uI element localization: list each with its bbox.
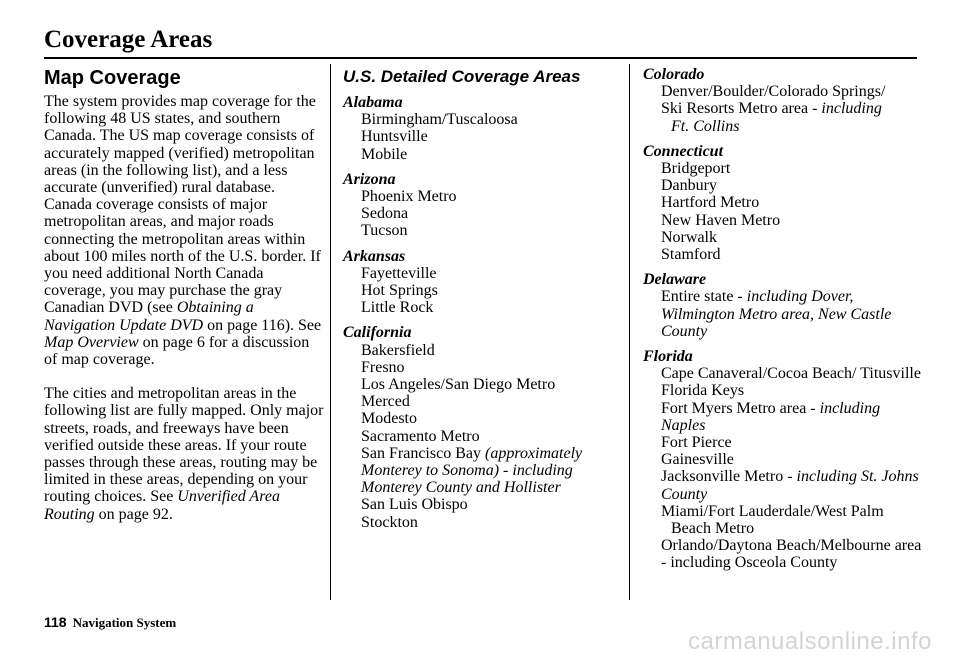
city-note-line [643,118,923,135]
link-text-map-overview: Map Overview [44,333,139,351]
city-item: Fayetteville [361,264,437,282]
text: on page 6 for a discussion of map coverage. [44,333,310,369]
city-item: Fort Pierce [661,434,732,452]
text: San Francisco Bay [361,444,485,462]
paragraph-coverage-intro [44,93,324,368]
city-note: including St. Johns County [661,468,919,503]
city-item: Hot Springs [361,282,438,300]
column-map-coverage [44,66,324,523]
city-item: Phoenix Metro [361,188,457,206]
column-divider-2 [629,64,630,600]
city-item: Modesto [361,410,417,428]
link-text-unverified-routing: Unverified Area Routing [44,488,280,523]
city-item: Birmingham/Tuscaloosa [361,111,518,129]
state-heading-arkansas: Arkansas [343,247,406,265]
city-item: Danbury [661,177,717,195]
city-item: San Luis Obispo [361,496,468,514]
city-note: including [821,100,882,118]
city-item: Hartford Metro [661,194,760,212]
city-item [643,400,923,434]
link-text-obtaining-update: Obtaining a Navigation Update DVD [44,299,254,334]
city-item: Bridgeport [661,160,731,178]
city-item: Miami/Fort Lauderdale/West Palm [661,502,884,520]
text: The system provides map coverage for the following 48 US states, and southern Canada. The US map coverage consists of accurately mapped (verified) metropolitan areas (in the following list), and a less accurate (unverified) rural database. Canada coverage consists of major metropolitan areas, and major roads connecting the metropolitan areas within about 100 miles north of the U.S. border. If you need additional North Canada coverage, you may purchase the gray Canadian DVD (see [44,93,321,317]
state-heading-colorado: Colorado [643,66,705,83]
state-heading-connecticut: Connecticut [643,142,724,160]
city-item: Sedona [361,205,409,223]
text: Ski Resorts Metro area - [661,100,822,118]
state-heading-delaware: Delaware [643,271,707,289]
footer-label: Navigation System [72,615,177,630]
city-item [643,288,923,340]
state-heading-alabama: Alabama [343,94,403,111]
text: The cities and metropolitan areas in the following list are fully mapped. Only major streets, roads, and freeways have been verified outside these areas. If your route passes through these areas, routing may be limited in these areas, depending on your routing choices. See [44,385,324,506]
city-item: Fresno [361,358,405,376]
city-item: Stockton [361,513,418,531]
city-item: Sacramento Metro [361,427,480,445]
city-note: including Naples [661,399,881,434]
city-item: Denver/Boulder/Colorado Springs/ [661,83,886,101]
state-heading-arizona: Arizona [343,170,396,188]
state-heading-florida: Florida [643,348,693,366]
city-item: Mobile [361,145,408,163]
city-item: Stamford [661,246,721,264]
section-heading-map-coverage: Map Coverage [44,67,181,89]
column-divider-1 [330,64,331,600]
city-item [643,468,923,502]
city-item: Tucson [361,222,408,240]
city-item-san-francisco [343,445,623,497]
column-us-detailed-areas [343,66,623,531]
city-item: Los Angeles/San Diego Metro [361,376,556,394]
title-rule [44,57,917,59]
city-item: Huntsville [361,128,428,146]
city-item [643,100,923,117]
paragraph-fully-mapped [44,385,324,523]
page-title: Coverage Areas [44,26,213,53]
column-continued-areas [643,66,923,572]
city-item: Bakersfield [361,341,435,359]
page-number: 118 [44,614,67,630]
city-item: Little Rock [361,299,434,317]
city-item: Norwalk [661,228,717,246]
city-item: New Haven Metro [661,211,781,229]
city-item: Florida Keys [661,382,745,400]
watermark: carmanualsonline.info [688,628,932,655]
city-note: (approximately Monterey to Sonoma) - including Monterey County and Hollister [361,444,583,497]
text: Fort Myers Metro area - [661,399,820,417]
text: Jacksonville Metro - [661,468,797,486]
city-item-continued: Beach Metro [671,520,755,538]
text: on page 92. [94,505,173,523]
page-footer [44,614,176,631]
city-note: including Dover, Wilmington Metro area, New Castle County [661,288,892,340]
text: on page 116). See [203,316,322,334]
city-note: Ft. Collins [671,117,740,135]
city-item: Gainesville [661,451,734,469]
city-item: Merced [361,393,410,411]
text: Entire state - [661,288,747,306]
section-heading-us-detailed: U.S. Detailed Coverage Areas [343,67,581,86]
city-item: Orlando/Daytona Beach/Melbourne area - including Osceola County [661,537,922,572]
state-heading-california: California [343,324,412,342]
city-item: Cape Canaveral/Cocoa Beach/ Titusville [661,365,921,383]
